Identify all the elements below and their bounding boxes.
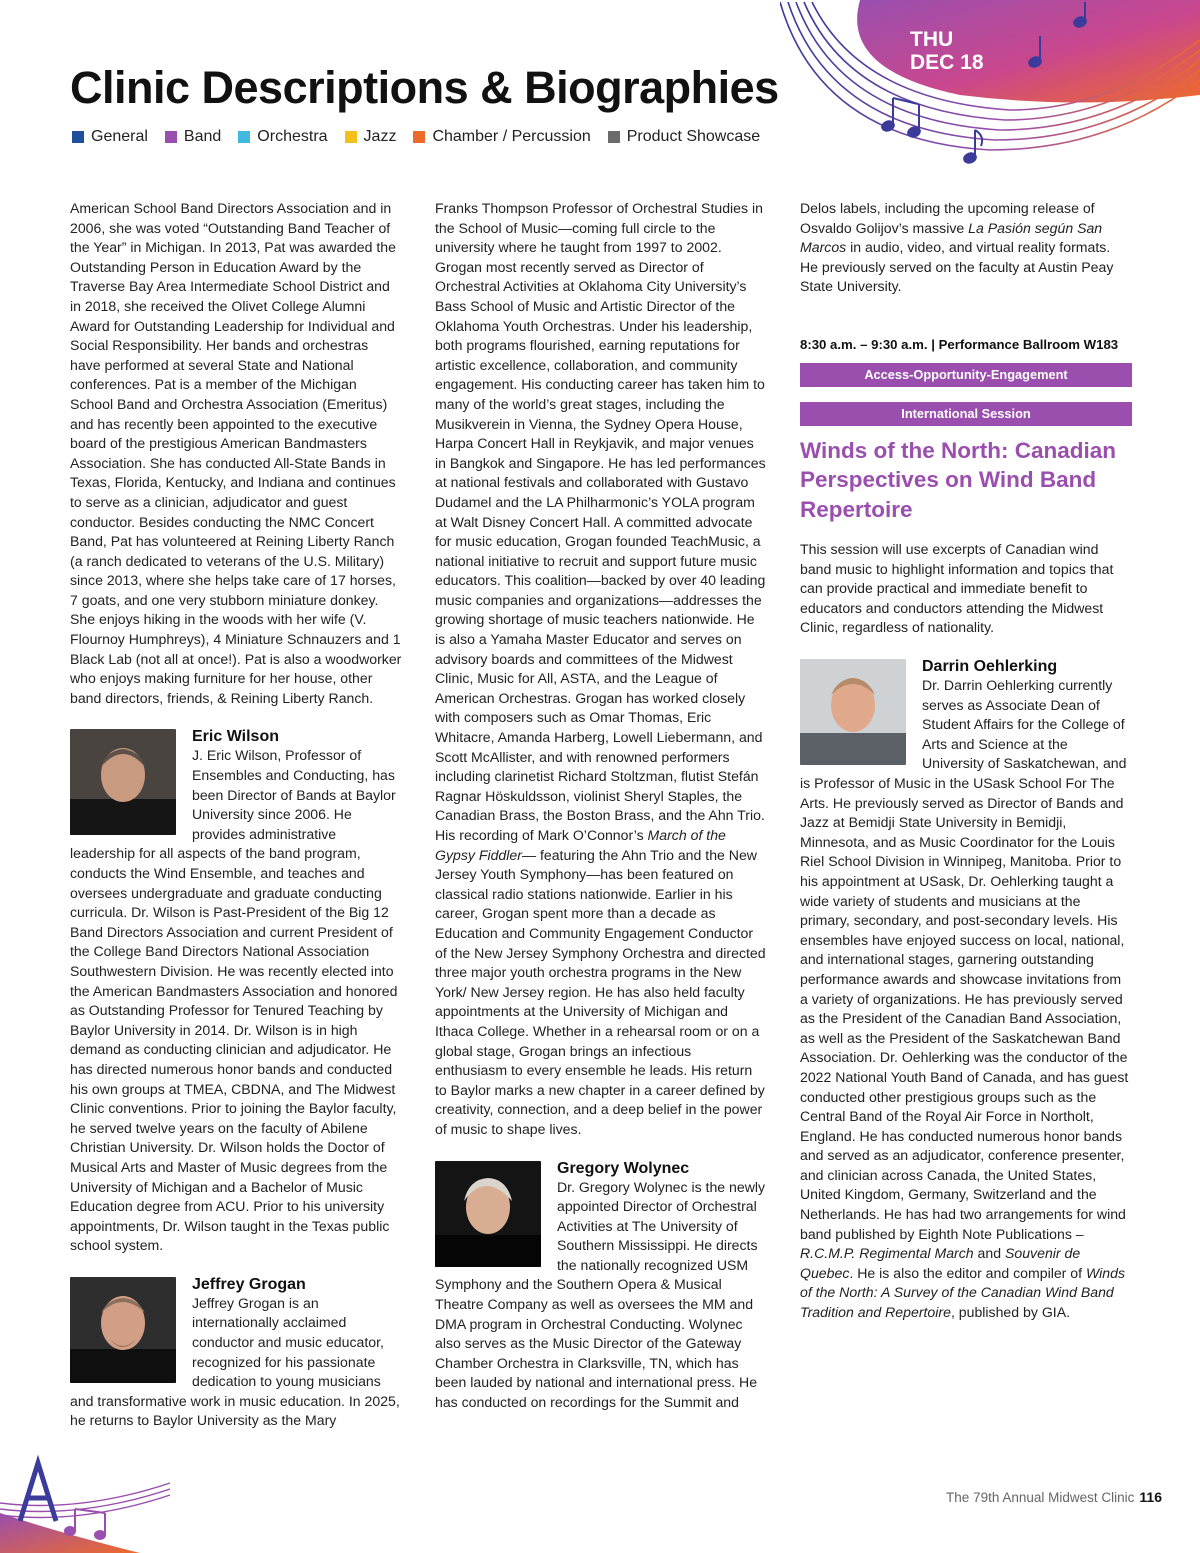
- legend-swatch: [345, 131, 357, 143]
- legend-label: Orchestra: [257, 128, 328, 145]
- bio-text-part: in audio, video, and virtual reality formats. He previously served on the faculty at Austin Peay State University.: [800, 239, 1114, 295]
- legend-item-band: [165, 128, 221, 146]
- work-title: Souvenir de Quebec: [800, 1245, 1081, 1281]
- portrait-photo: [70, 729, 176, 835]
- bio-text: [800, 676, 1132, 1323]
- bio-name: Darrin Oehlerking: [922, 658, 1058, 676]
- bio-text: Jeffrey Grogan is an internationally acclaimed conductor and music educator, recognized for his passionate dedication to young musicians and transformative work in music education. In 2025, he returns to Baylor University as the Mary: [70, 1294, 400, 1429]
- bio-text-part: Dr. Darrin Oehlerking currently serves as Associate Dean of Student Affairs for the College of Arts and Science at the University of Saskatchewan, and is Professor of Music in the USask School For The Arts. He previously served as Director of Bands and Jazz at Bemidji State University in Bemidji, Minnesota, and as Music Coordinator for the Louis Riel School Division in Winnipeg, Manitoba. Prior to his appointment at USask, Dr. Oehlerking taught a wide variety of students and musicians at the primary, secondary, and post-secondary levels. His ensembles have enjoyed success on local, national, and international stages, garnering outstanding performance awards and showcase invitations from a variety of organizations. He has previously served as the President of the Canadian Band Association, as well as the President of the Saskatchewan Band Association. Dr. Oehlerking was the conductor of the 2022 National Youth Band of Canada, and has guest conducted other prestigious groups such as the Central Band of the Royal Air Force in Northolt, England. He has conducted numerous honor bands and served as an adjudicator, conference presenter, and clinician across Canada, the United States, United Kingdom, Germany, Switzerland and the Netherlands. He has had two arrangements for wind band published by Eighth Note Publications –: [800, 677, 1129, 1242]
- legend-item-chamber: [413, 128, 590, 146]
- work-title: Winds of the North: A Survey of the Canadian Wind Band Tradition and Repertoire: [800, 1264, 1126, 1321]
- music-staff-decoration: [780, 0, 1200, 190]
- category-legend: [72, 128, 760, 146]
- session-tag: Access-Opportunity-Engagement: [800, 363, 1132, 387]
- legend-item-jazz: [345, 128, 397, 146]
- legend-swatch: [608, 131, 620, 143]
- legend-label: Jazz: [363, 128, 397, 145]
- bio-continuation-text: [800, 199, 1132, 297]
- portrait-photo: [70, 1277, 176, 1383]
- page-number: 116: [1139, 1489, 1162, 1505]
- music-staff-decoration-bottom: [0, 1443, 170, 1553]
- bio-text-part: Franks Thompson Professor of Orchestral Studies in the School of Music—coming full circle to the university where he taught from 1997 to 2002. Grogan most recently served as Director of Orchestral Activities at Oklahoma City University’s Bass School of Music and Artistic Director of the Oklahoma Youth Orchestras. Under his leadership, both programs flourished, earning reputations for artistic excellence, collaboration, and community engagement. His conducting career has taken him to many of the world’s great stages, including the Musikverein in Vienna, the Sydney Opera House, Harpa Concert Hall in Reykjavik, and major venues in Bangkok and Singapore. He has led performances at national festivals and collaborated with Gustavo Dudamel and the LA Philharmonic’s YOLA program at Walt Disney Concert Hall. A committed advocate for music education, Grogan founded TeachMusic, a national initiative to recruit and support future music educators. This coalition—backed by over 40 leading music companies and organizations—addresses the growing shortage of music teachers nationwide. He is also a Yamaha Master Educator and serves on advisory boards and committees of the Midwest Clinic, Music for All, ASTA, and the League of American Orchestras. Grogan has worked closely with composers such as Omar Thomas, Eric Whitacre, Amanda Harberg, Lowell Liebermann, and Scott McAllister, and with renowned performers including clarinetist Richard Stoltzman, flutist Stefán Ragnar Höskuldsson, violinist Sheryl Staples, the Canadian Brass, the Boston Brass, and the Ahn Trio. His recording of Mark O’Connor’s: [435, 200, 766, 843]
- work-title: La Pasión según San Marcos: [800, 219, 1103, 256]
- bio-name: Jeffrey Grogan: [192, 1275, 306, 1293]
- session-time-location: 8:30 a.m. – 9:30 a.m. | Performance Ballroom W183: [800, 336, 1119, 352]
- legend-item-orchestra: [238, 128, 327, 146]
- bio-darrin-oehlerking: [800, 657, 1132, 1323]
- bio-text-part: and: [973, 1245, 1005, 1262]
- session-tag: International Session: [800, 402, 1132, 426]
- bio-text-part: — featuring the Ahn Trio and the New Jersey Youth Symphony—has been featured on classical radio stations nationwide. Earlier in his career, Grogan spent more than a decade as Education and Community Engagement Conductor of the New Jersey Symphony Orchestra and directed three major youth orchestra programs in the New York/ New Jersey region. He has also held faculty appointments at the University of Michigan and Ithaca College. Whether in a rehearsal room or on a global stage, Grogan brings an infectious enthusiasm to every ensemble he leads. His return to Baylor marks a new chapter in a career defined by creativity, connection, and a deep belief in the power of music to shape lives.: [435, 846, 766, 1137]
- legend-label: Band: [183, 128, 222, 145]
- legend-label: Chamber / Percussion: [432, 128, 591, 145]
- bio-text-part: . He is also the editor and compiler of: [849, 1264, 1086, 1281]
- bio-text-part: Delos labels, including the upcoming release of Osvaldo Golijov’s massive: [800, 200, 1095, 236]
- recording-title: March of the Gypsy Fiddler: [435, 827, 726, 863]
- portrait-photo: [435, 1161, 541, 1267]
- legend-label: General: [91, 128, 148, 145]
- legend-swatch: [72, 131, 84, 143]
- bio-name: Gregory Wolynec: [557, 1159, 690, 1177]
- date-day-month: DEC 18: [910, 51, 984, 74]
- legend-item-general: [72, 128, 148, 146]
- page-footer: [946, 1489, 1162, 1505]
- work-title: R.C.M.P. Regimental March: [800, 1245, 974, 1262]
- legend-label: Product Showcase: [626, 128, 761, 145]
- bio-continuation-text: [435, 199, 767, 1140]
- bio-jeffrey-grogan: [70, 1275, 402, 1431]
- legend-swatch: [238, 131, 250, 143]
- date-day: THU: [910, 28, 954, 51]
- legend-item-product-showcase: [608, 128, 760, 146]
- column-right: [800, 199, 1132, 1323]
- date-badge: [910, 28, 984, 74]
- session-description: This session will use excerpts of Canadian wind band music to highlight information and topics that can provide practical and immediate benefit to educators and conductors attending the Midwest Clinic, regardless of nationality.: [800, 541, 1114, 636]
- bio-eric-wilson: [70, 727, 402, 1255]
- bio-gregory-wolynec: [435, 1159, 767, 1413]
- publication-name: The 79th Annual Midwest Clinic: [946, 1490, 1135, 1505]
- bio-text-part: , published by GIA.: [950, 1304, 1071, 1321]
- bio-text: J. Eric Wilson, Professor of Ensembles and Conducting, has been Director of Bands at Baylor University since 2006. He provides administrative leadership for all aspects of the band program, conducts the Wind Ensemble, and teaches and oversees undergraduate and graduate conducting curricula. Dr. Wilson is Past-President of the Big 12 Band Directors Association and current President of the College Band Directors National Association Southwestern Division. He was recently elected into the American Bandmasters Association and honored as Outstanding Professor for Tenured Teaching by Baylor University in 2014. Dr. Wilson is in high demand as conducting clinician and adjudicator. He has directed numerous honor bands and conducted his own groups at TMEA, CBDNA, and The Midwest Clinic conventions. Prior to joining the Baylor faculty, he served twelve years on the faculty of Abilene Christian University. Dr. Wilson holds the Doctor of Musical Arts and Master of Music degrees from the University of Michigan and a Bachelor of Music Education degree from ACU. Prior to his university appointments, Dr. Wilson taught in the Texas public school system.: [70, 747, 398, 1254]
- session-title: Winds of the North: Canadian Perspectives on Wind Band Repertoire: [800, 437, 1117, 522]
- column-middle: [435, 199, 767, 1413]
- bio-text: Dr. Gregory Wolynec is the newly appointed Director of Orchestral Activities at The University of Southern Mississippi. He directs the nationally recognized USM Symphony and the Southern Opera & Musical Theatre Company as well as oversees the MM and DMA program in Orchestral Conducting. Wolynec also serves as the Music Director of the Gateway Chamber Orchestra in Clarksville, TN, which has been lauded by national and international press. He has conducted on recordings for the Summit and: [435, 1178, 766, 1411]
- page-title: Clinic Descriptions & Biographies: [70, 62, 779, 113]
- bio-name: Eric Wilson: [192, 728, 279, 746]
- legend-swatch: [165, 131, 177, 143]
- portrait-photo: [800, 659, 906, 765]
- bio-continuation-text: American School Band Directors Association and in 2006, she was voted “Outstanding Band Teacher of the Year” in Michigan. In 2013, Pat was awarded the Outstanding Person in Education Award by the Traverse Bay Area Intermediate School District and in 2018, she received the Olivet College Alumni Award for Outstanding Leadership for Individual and Social Responsibility. Her bands and orchestras have performed at several State and National conferences. Pat is a member of the Michigan School Band and Orchestra Association (Emeritus) and has recently been appointed to the executive board of the prestigious American Bandmasters Association. She has conducted All-State Bands in Texas, Florida, Kentucky, and Indiana and continues to serve as a clinician, adjudicator and guest conductor. Besides conducting the NMC Concert Band, Pat has volunteered at Reining Liberty Ranch (a ranch dedicated to veterans of the U.S. Military) since 2013, where she helps take care of 17 horses, 7 goats, and one very stubborn miniature donkey. She enjoys hiking in the woods with her wife (V. Flournoy Humphreys), 4 Miniature Schnauzers and 1 Black Lab (not all at once!). Pat is also a woodworker who enjoys making furniture for her house, other band directors, friends, & Reining Liberty Ranch.: [70, 200, 402, 706]
- column-left: [70, 199, 402, 1431]
- legend-swatch: [413, 131, 425, 143]
